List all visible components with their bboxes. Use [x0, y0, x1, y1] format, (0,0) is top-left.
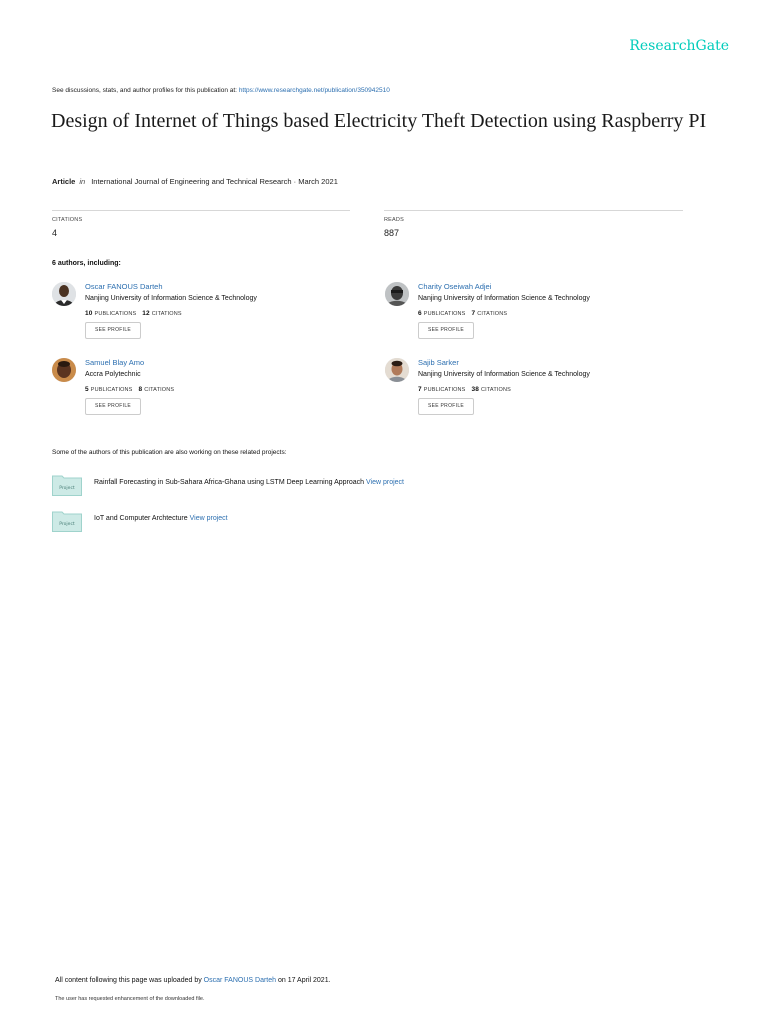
- citations-label: CITATIONS: [151, 311, 182, 317]
- citations-count: 12: [142, 310, 150, 317]
- author-card: [385, 282, 705, 344]
- reads-divider: [384, 210, 683, 211]
- project-title: IoT and Computer Archtecture: [94, 515, 188, 522]
- avatar[interactable]: [52, 282, 76, 306]
- person-photo-icon: [385, 358, 409, 382]
- person-photo-icon: [52, 282, 76, 306]
- upload-footer: [55, 977, 331, 984]
- author-card: [52, 282, 372, 344]
- reads-value: 887: [384, 228, 400, 238]
- avatar[interactable]: [52, 358, 76, 382]
- publications-count: 7: [418, 386, 422, 393]
- view-project-link[interactable]: View project: [189, 515, 228, 522]
- uploader-link[interactable]: Oscar FANOUS Darteh: [203, 977, 277, 984]
- project-title: Rainfall Forecasting in Sub-Sahara Africa-Ghana using LSTM Deep Learning Approach: [94, 479, 365, 486]
- author-name-link[interactable]: Sajib Sarker: [418, 358, 459, 367]
- author-affiliation: Nanjing University of Information Science & Technology: [418, 295, 590, 302]
- publications-label: PUBLICATIONS: [94, 311, 137, 317]
- person-photo-icon: [52, 358, 76, 382]
- project-icon-label: Project: [59, 522, 75, 527]
- publications-count: 6: [418, 310, 422, 317]
- citations-label: CITATIONS: [144, 387, 175, 393]
- related-projects-heading: Some of the authors of this publication are also working on these related projects:: [52, 449, 287, 456]
- publication-url-link[interactable]: https://www.researchgate.net/publication/350942510: [238, 87, 390, 94]
- citations-label: CITATIONS: [477, 311, 508, 317]
- citations-value: 4: [52, 228, 58, 238]
- citations-count: 38: [471, 386, 480, 393]
- author-card: [52, 358, 372, 420]
- author-card: [385, 358, 705, 420]
- author-name-link[interactable]: Oscar FANOUS Darteh: [85, 282, 163, 291]
- publications-label: PUBLICATIONS: [423, 311, 466, 317]
- publications-label: PUBLICATIONS: [90, 387, 133, 393]
- citations-label: CITATIONS: [52, 217, 83, 223]
- author-stats: [85, 310, 182, 317]
- publications-count: 5: [85, 386, 89, 393]
- person-photo-icon: [385, 282, 409, 306]
- reads-label: READS: [384, 217, 404, 223]
- see-profile-button[interactable]: SEE PROFILE: [418, 398, 474, 415]
- publication-title: Design of Internet of Things based Electricity Theft Detection using Raspberry PI: [51, 110, 707, 132]
- publications-count: 10: [85, 310, 93, 317]
- authors-heading: 6 authors, including:: [52, 260, 121, 267]
- project-item: [52, 474, 652, 496]
- citations-count: 8: [138, 386, 143, 393]
- author-stats: [85, 386, 174, 393]
- citations-divider: [52, 210, 350, 211]
- project-text: [94, 479, 404, 486]
- author-name-link[interactable]: Samuel Blay Amo: [85, 358, 145, 367]
- avatar[interactable]: [385, 282, 409, 306]
- avatar[interactable]: [385, 358, 409, 382]
- author-affiliation: Accra Polytechnic: [85, 371, 141, 378]
- discussion-prefix: See discussions, stats, and author profiles for this publication at:: [52, 87, 237, 94]
- enhancement-note: The user has requested enhancement of the downloaded file.: [55, 996, 205, 1002]
- project-text: [94, 515, 228, 522]
- view-project-link[interactable]: View project: [366, 479, 405, 486]
- author-affiliation: Nanjing University of Information Science & Technology: [85, 295, 257, 302]
- see-profile-button[interactable]: SEE PROFILE: [418, 322, 474, 339]
- author-stats: [418, 310, 507, 317]
- project-folder-icon: [52, 474, 82, 496]
- publications-label: PUBLICATIONS: [423, 387, 466, 393]
- article-meta: [52, 177, 338, 186]
- see-profile-button[interactable]: SEE PROFILE: [85, 398, 141, 415]
- see-profile-button[interactable]: SEE PROFILE: [85, 322, 141, 339]
- project-icon-label: Project: [59, 486, 75, 491]
- author-affiliation: Nanjing University of Information Science & Technology: [418, 371, 590, 378]
- journal-name: International Journal of Engineering and Technical Research · March 2021: [91, 177, 338, 186]
- discussion-line: [52, 87, 390, 94]
- author-name-link[interactable]: Charity Oseiwah Adjei: [418, 282, 492, 291]
- project-folder-icon: [52, 510, 82, 532]
- footer-suffix: on 17 April 2021.: [277, 977, 331, 984]
- researchgate-logo[interactable]: ResearchGate: [629, 38, 729, 54]
- project-item: [52, 510, 652, 532]
- citations-label: CITATIONS: [481, 387, 511, 393]
- article-in: in: [79, 177, 86, 186]
- citations-count: 7: [471, 310, 476, 317]
- author-stats: [418, 386, 511, 393]
- article-type: Article: [52, 177, 76, 186]
- footer-prefix: All content following this page was uploaded by: [55, 977, 202, 984]
